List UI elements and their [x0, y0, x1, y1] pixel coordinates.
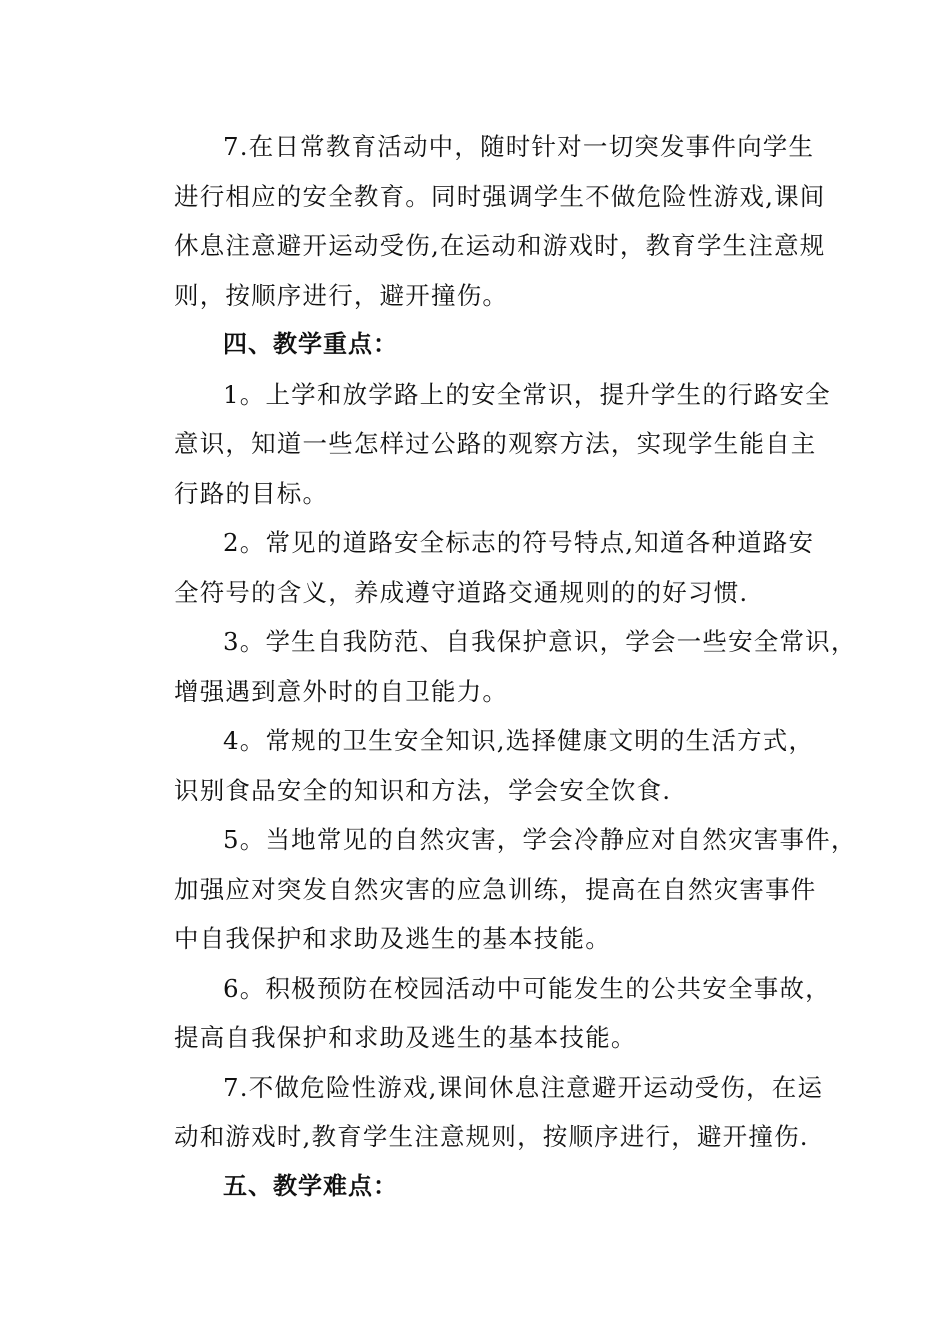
text-line: 4。常规的卫生安全知识,选择健康文明的生活方式， — [223, 726, 815, 755]
text-line: 动和游戏时,教育学生注意规则，按顺序进行，避开撞伤. — [174, 1122, 809, 1151]
section-heading-teaching-focus: 四、教学重点： — [223, 330, 398, 358]
text-line: 识别食品安全的知识和方法，学会安全饮食. — [174, 775, 672, 805]
text-line: 加强应对突发自然灾害的应急训练，提高在自然灾害事件 — [174, 874, 817, 904]
text-line: 5。当地常见的自然灾害，学会冷静应对自然灾害事件， — [223, 825, 857, 854]
focus-item-1 — [174, 370, 834, 519]
focus-item-5 — [174, 815, 857, 964]
paragraph-item-7-safety-education — [174, 122, 834, 320]
section-heading-teaching-difficulties: 五、教学难点： — [223, 1171, 398, 1200]
text-line: 意识，知道一些怎样过公路的观察方法，实现学生能自主 — [174, 429, 817, 458]
text-line: 中自我保护和求助及逃生的基本技能。 — [174, 924, 611, 953]
focus-item-4 — [174, 716, 834, 815]
text-line: 全符号的含义，养成遵守道路交通规则的的好习惯. — [174, 577, 749, 607]
text-line: 进行相应的安全教育。同时强调学生不做危险性游戏,课间 — [174, 181, 826, 211]
text-line: 行路的目标。 — [174, 478, 329, 508]
text-line: 3。学生自我防范、自我保护意识，学会一些安全常识， — [223, 627, 857, 656]
focus-item-3 — [174, 617, 857, 716]
focus-item-6 — [174, 964, 834, 1063]
text-line: 7.不做危险性游戏,课间休息注意避开运动受伤，在运 — [223, 1072, 824, 1102]
text-line: 6。积极预防在校园活动中可能发生的公共安全事故， — [223, 973, 831, 1003]
focus-item-7 — [174, 1063, 834, 1162]
text-line: 提高自我保护和求助及逃生的基本技能。 — [174, 1023, 637, 1052]
text-line: 7.在日常教育活动中，随时针对一切突发事件向学生 — [223, 132, 815, 161]
text-line: 2。常见的道路安全标志的符号特点,知道各种道路安 — [223, 528, 815, 557]
text-line: 则，按顺序进行，避开撞伤。 — [174, 280, 509, 310]
text-line: 休息注意避开运动受伤,在运动和游戏时，教育学生注意规 — [174, 231, 826, 260]
document-body — [174, 122, 857, 1211]
text-line: 1。上学和放学路上的安全常识，提升学生的行路安全 — [223, 379, 831, 409]
text-line: 增强遇到意外时的自卫能力。 — [174, 676, 509, 706]
focus-item-2 — [174, 518, 834, 617]
